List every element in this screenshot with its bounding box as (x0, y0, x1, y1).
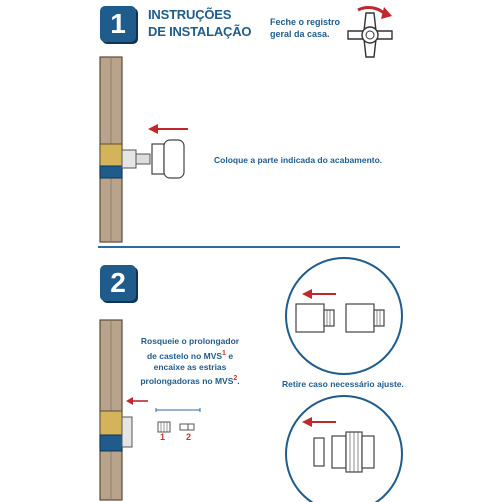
page-title (148, 6, 251, 40)
screw-extension-instruction (134, 336, 246, 388)
instruction-1-line-1: Feche o registro (270, 17, 341, 27)
step-1-badge: 1 (100, 6, 136, 42)
step-2-badge: 2 (100, 265, 136, 301)
title-line-1: INSTRUÇÕES (148, 7, 232, 22)
part-label-2: 2 (186, 432, 192, 442)
remove-if-needed-note: Retire caso necessário ajuste. (282, 379, 404, 389)
insert-arrow-icon (126, 396, 150, 406)
detail-circle-bottom (284, 392, 404, 502)
extension-icon (150, 408, 210, 438)
part-label-1: 1 (160, 432, 166, 442)
title-line-2: DE INSTALAÇÃO (148, 24, 252, 39)
place-finish-instruction: Coloque a parte indicada do acabamento. (214, 155, 383, 165)
fitting-icon (96, 405, 146, 465)
step2-text-line-4b: . (237, 376, 240, 387)
step2-text-line-2a: de castelo no MVS (146, 350, 223, 361)
registry-handle-icon (340, 2, 400, 62)
step2-text-line-4a: prolongadoras no MVS (140, 376, 234, 387)
instruction-1-line-2: geral da casa. (270, 29, 330, 39)
step2-text-line-1: Rosqueie o prolongador (140, 336, 240, 346)
insert-arrow-icon (148, 122, 198, 136)
detail-circle-top (284, 256, 404, 376)
close-registry-instruction (270, 16, 340, 40)
step2-text-line-3: encaixe as estrias (153, 361, 227, 372)
section-divider (98, 246, 400, 248)
fitting-icon (96, 138, 196, 188)
step2-text-line-4 (134, 373, 246, 387)
step2-text-line-2 (134, 348, 246, 362)
step2-sup-1: 1 (222, 349, 226, 357)
step2-sup-2: 2 (233, 375, 238, 383)
step2-text-line-2b: e (225, 350, 234, 361)
